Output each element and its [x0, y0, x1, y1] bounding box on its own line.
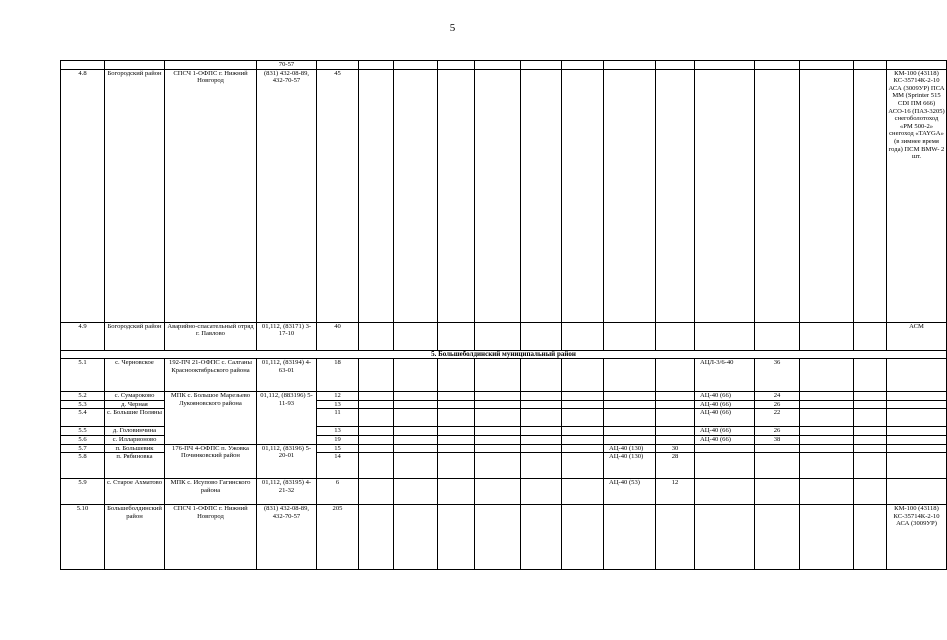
- settlement-cell: д. Черная: [105, 400, 165, 409]
- fire-units-table: [60, 60, 947, 570]
- settlement-cell: д. Головинчина: [105, 427, 165, 436]
- equipment-cell: КМ-100 (43118) КС-35714К-2-10 АСА (3009УР): [887, 505, 947, 570]
- district-cell: Богородский район: [105, 69, 165, 322]
- unit-cell: МПК с. Исупово Гагинского района: [165, 479, 257, 505]
- distance-cell: 26: [755, 427, 800, 436]
- row-number: 5.6: [61, 435, 105, 444]
- equipment-cell: КМ-100 (43118) КС-35714К-2-10 АСА (3009УР) ПСА ММ (Sprinter 515 CDI ПМ 666) АСО-16 (ПАЗ-3205) снегоболотоход «РМ 500-2» снегоход «TAYGA» (в зимнее время года) ПСМ BMW- 2 шт.: [887, 69, 947, 322]
- row-number: 4.9: [61, 322, 105, 350]
- phone-cell: 01,112, (83195) 4-21-32: [257, 479, 317, 505]
- row-number: 5.9: [61, 479, 105, 505]
- distance-cell: 30: [656, 444, 695, 453]
- count-cell: 205: [317, 505, 359, 570]
- count-cell: 19: [317, 435, 359, 444]
- distance-cell: 36: [755, 359, 800, 392]
- vehicle-cell: АЦ-40 (66): [695, 409, 755, 427]
- count-cell: 15: [317, 444, 359, 453]
- vehicle-cell: АЦ-40 (66): [695, 427, 755, 436]
- settlement-cell: с. Илларионово: [105, 435, 165, 444]
- count-cell: 13: [317, 427, 359, 436]
- unit-cell: СПСЧ 1-ОФПС г. Нижний Новгород: [165, 69, 257, 322]
- page-number: 5: [449, 22, 456, 34]
- vehicle-cell: АЦ-40 (130): [604, 444, 656, 453]
- vehicle-cell: АЦ-40 (66): [695, 435, 755, 444]
- district-cell: Большеболдинский район: [105, 505, 165, 570]
- phone-cell: 70-57: [257, 61, 317, 70]
- row-number: 5.5: [61, 427, 105, 436]
- table-row: [61, 322, 947, 350]
- distance-cell: 24: [755, 392, 800, 401]
- row-number: 4.8: [61, 69, 105, 322]
- row-number: 5.1: [61, 359, 105, 392]
- table-row: [61, 505, 947, 570]
- row-number: 5.4: [61, 409, 105, 427]
- count-cell: 6: [317, 479, 359, 505]
- phone-cell: 01,112, (83171) 3-17-10: [257, 322, 317, 350]
- distance-cell: 22: [755, 409, 800, 427]
- count-cell: 13: [317, 400, 359, 409]
- section-heading: 5. Большеболдинский муниципальный район: [61, 350, 947, 359]
- vehicle-cell: АЦЛ-3/6-40: [695, 359, 755, 392]
- phone-cell: (831) 432-08-89, 432-70-57: [257, 505, 317, 570]
- settlement-cell: с. Черновское: [105, 359, 165, 392]
- row-number: 5.2: [61, 392, 105, 401]
- vehicle-cell: АЦ-40 (66): [695, 400, 755, 409]
- settlement-cell: п. Большевик: [105, 444, 165, 453]
- table-row: [61, 479, 947, 505]
- district-cell: Богородский район: [105, 322, 165, 350]
- distance-cell: 12: [656, 479, 695, 505]
- unit-cell: Аварийно-спасательный отряд г. Павлово: [165, 322, 257, 350]
- settlement-cell: с. Сумароково: [105, 392, 165, 401]
- settlement-cell: с. Большие Поляны: [105, 409, 165, 427]
- row-number: 5.7: [61, 444, 105, 453]
- phone-cell: 01,112, (83196) 5-20-01: [257, 444, 317, 479]
- phone-cell: 01,112, (883196) 5-11-93: [257, 392, 317, 444]
- count-cell: 40: [317, 322, 359, 350]
- table-row: [61, 392, 947, 401]
- count-cell: 14: [317, 453, 359, 479]
- distance-cell: 38: [755, 435, 800, 444]
- unit-cell: МПК с. Большое Марезьево Лукояновского района: [165, 392, 257, 444]
- phone-cell: (831) 432-08-89, 432-70-57: [257, 69, 317, 322]
- vehicle-cell: АЦ-40 (66): [695, 392, 755, 401]
- unit-cell: СПСЧ 1-ОФПС г. Нижний Новгород: [165, 505, 257, 570]
- equipment-cell: АСМ: [887, 322, 947, 350]
- count-cell: 45: [317, 69, 359, 322]
- unit-cell: 176-ПЧ 4-ОФПС п. Ужовка Починковский район: [165, 444, 257, 479]
- row-number: 5.10: [61, 505, 105, 570]
- table-row: [61, 69, 947, 322]
- table-row: [61, 359, 947, 392]
- distance-cell: 28: [656, 453, 695, 479]
- count-cell: 12: [317, 392, 359, 401]
- row-number: 5.8: [61, 453, 105, 479]
- distance-cell: 26: [755, 400, 800, 409]
- table-row-continuation: [61, 61, 947, 70]
- section-row: [61, 350, 947, 359]
- phone-cell: 01,112, (83194) 4-63-01: [257, 359, 317, 392]
- vehicle-cell: АЦ-40 (53): [604, 479, 656, 505]
- vehicle-cell: АЦ-40 (130): [604, 453, 656, 479]
- unit-cell: 192-ПЧ 21-ОФПС с. Салганы Краснооктябрьского района: [165, 359, 257, 392]
- table-row: [61, 444, 947, 453]
- settlement-cell: с. Старое Ахматово: [105, 479, 165, 505]
- row-number: 5.3: [61, 400, 105, 409]
- count-cell: 11: [317, 409, 359, 427]
- settlement-cell: п. Рябиновка: [105, 453, 165, 479]
- count-cell: 18: [317, 359, 359, 392]
